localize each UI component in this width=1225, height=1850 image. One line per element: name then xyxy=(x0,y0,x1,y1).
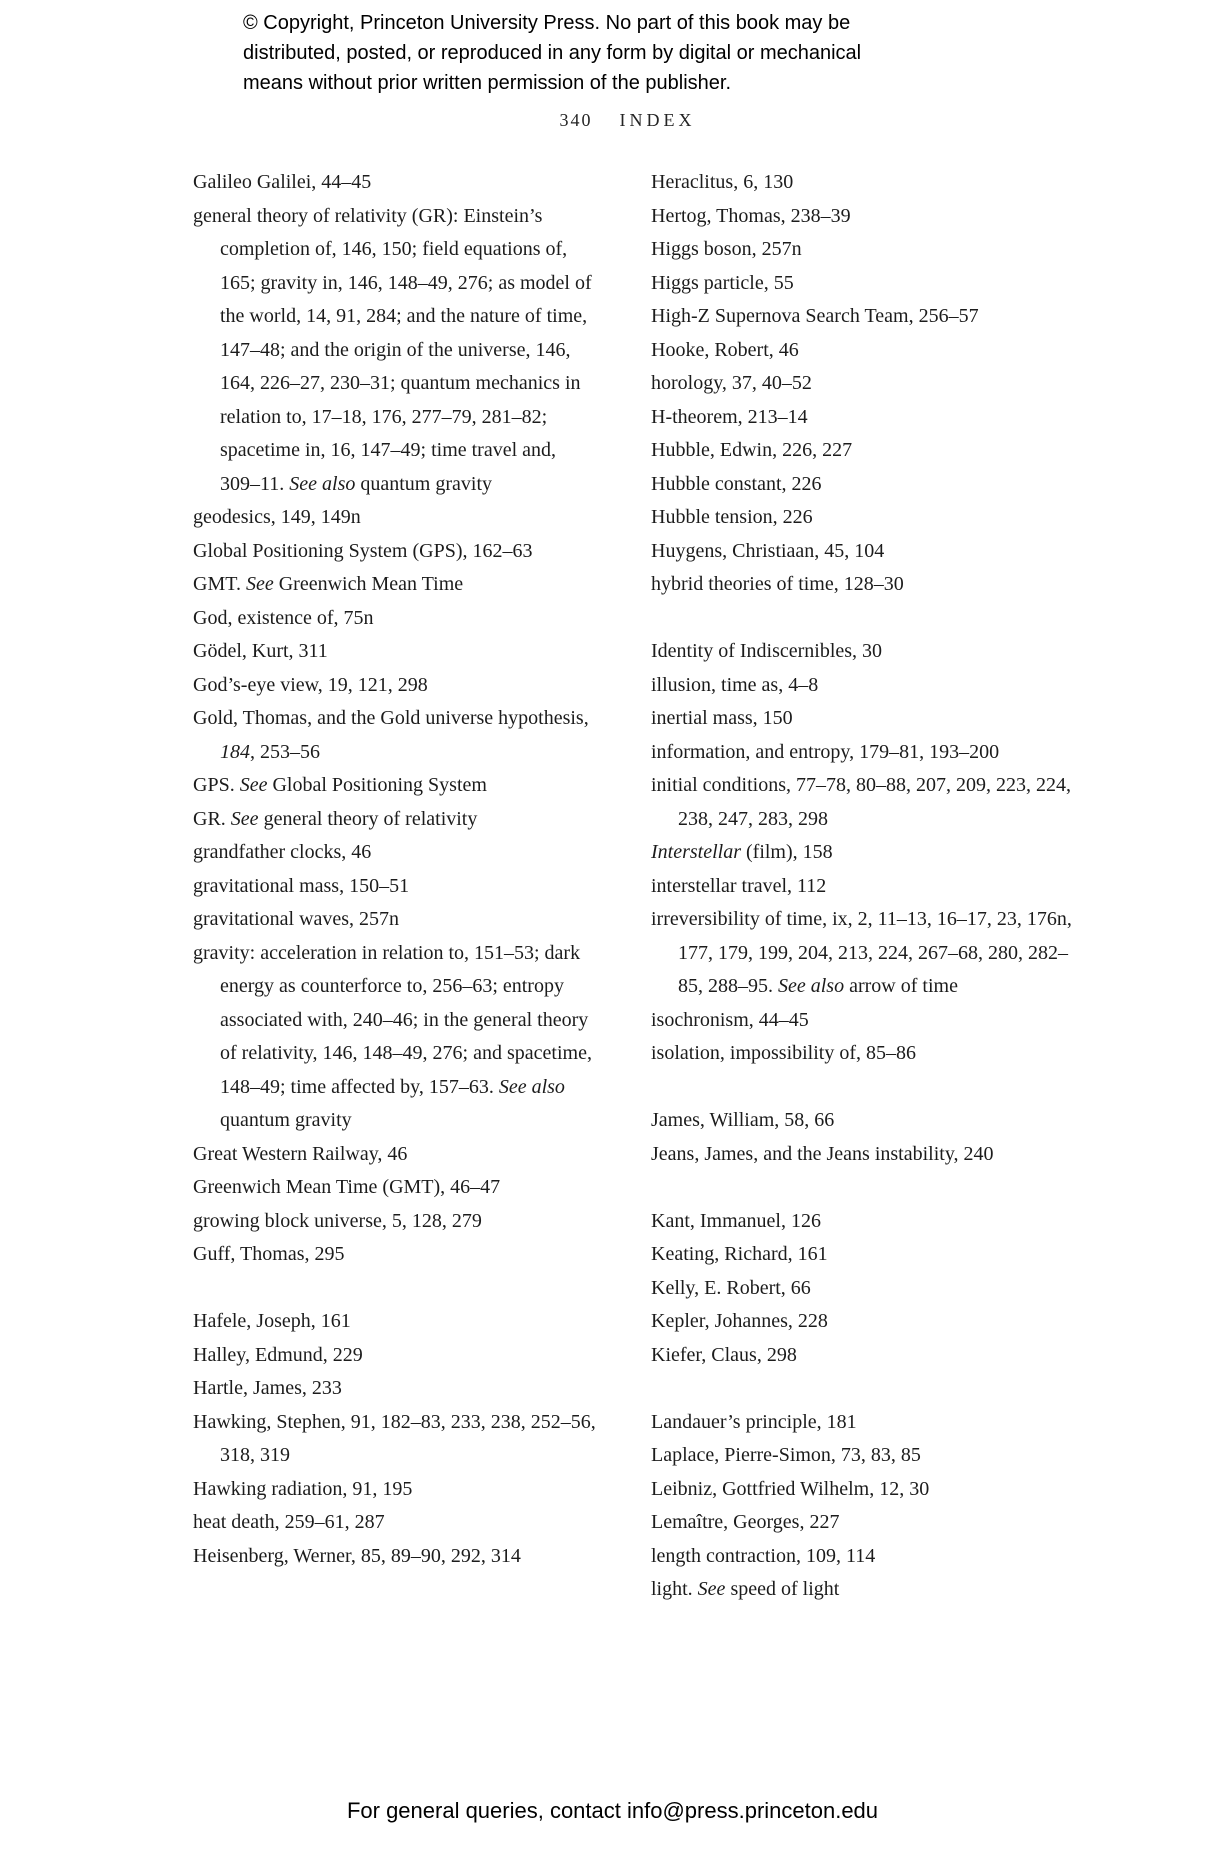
index-entry: Higgs particle, 55 xyxy=(651,271,794,294)
index-group xyxy=(193,166,599,1272)
index-entry: Hafele, Joseph, 161 xyxy=(193,1310,351,1332)
index-entry: isochronism, 44–45 xyxy=(651,1008,809,1031)
index-entry: Great Western Railway, 46 xyxy=(193,1142,408,1165)
index-entry: GR. See general theory of relativity xyxy=(193,807,478,830)
index-entry: Higgs boson, 257n xyxy=(651,238,802,260)
index-entry: Greenwich Mean Time (GMT), 46–47 xyxy=(193,1176,501,1198)
index-entry: Hartle, James, 233 xyxy=(193,1377,342,1399)
page-number: 340 xyxy=(559,110,593,130)
index-group xyxy=(651,166,1072,602)
index-entry: Laplace, Pierre-Simon, 73, 83, 85 xyxy=(651,1444,921,1466)
index-entry: light. See speed of light xyxy=(651,1578,840,1600)
index-entry: grandfather clocks, 46 xyxy=(193,841,372,863)
index-entry: Guff, Thomas, 295 xyxy=(193,1243,345,1265)
index-entry: Hawking radiation, 91, 195 xyxy=(193,1477,413,1500)
index-entry: God’s-eye view, 19, 121, 298 xyxy=(193,673,428,696)
copyright-line: distributed, posted, or reproduced in any form by digital or mechanical xyxy=(243,42,862,64)
running-head xyxy=(193,110,1062,131)
index-entry: general theory of relativity (GR): Einstein’s completion of, 146, 150; field equations of, 165; gravity in, 146, 148–49, 276; as model of the world, 14, 91, 284; and the nature of time, 147–48; and the origin of the universe, 146, 164, 226–27, 230–31; quantum mechanics in relation to, 17–18, 176, 277–79, 281–82; spacetime in, 16, 147–49; time travel and, 309–11. See also quantum gravity xyxy=(193,204,592,495)
index-entry: isolation, impossibility of, 85–86 xyxy=(651,1042,917,1064)
index-entry: illusion, time as, 4–8 xyxy=(651,673,819,696)
copyright-notice xyxy=(243,8,861,98)
index-group xyxy=(651,1406,1072,1607)
index-entry: Galileo Galilei, 44–45 xyxy=(193,171,372,193)
index-entry: Jeans, James, and the Jeans instability, 240 xyxy=(651,1142,994,1165)
index-group xyxy=(651,1205,1072,1373)
index-entry: Interstellar (film), 158 xyxy=(651,841,833,863)
index-entry: gravity: acceleration in relation to, 151–53; dark energy as counterforce to, 256–63; entropy associated with, 240–46; in the general theory of relativity, 146, 148–49, 276; and spacetime, 148–49; time affected by, 157–63. See also quantum gravity xyxy=(193,941,592,1131)
index-entry: God, existence of, 75n xyxy=(193,606,374,629)
index-entry: interstellar travel, 112 xyxy=(651,874,827,897)
index-entry: Identity of Indiscernibles, 30 xyxy=(651,640,883,662)
index-entry: Gold, Thomas, and the Gold universe hypothesis, 184, 253–56 xyxy=(193,707,589,763)
index-entry: Leibniz, Gottfried Wilhelm, 12, 30 xyxy=(651,1477,930,1500)
index-entry: Hooke, Robert, 46 xyxy=(651,338,799,361)
index-entry: hybrid theories of time, 128–30 xyxy=(651,573,904,595)
index-entry: Heraclitus, 6, 130 xyxy=(651,171,794,193)
index-entry: length contraction, 109, 114 xyxy=(651,1544,876,1567)
index-group xyxy=(651,1104,1072,1171)
index-entry: James, William, 58, 66 xyxy=(651,1109,835,1131)
index-entry: Keating, Richard, 161 xyxy=(651,1243,828,1265)
index-columns xyxy=(193,166,1072,1607)
index-entry: irreversibility of time, ix, 2, 11–13, 16–17, 23, 176n, 177, 179, 199, 204, 213, 224, 267–68, 280, 282–85, 288–95. See also arrow of time xyxy=(651,908,1072,997)
index-entry: Hawking, Stephen, 91, 182–83, 233, 238, 252–56, 318, 319 xyxy=(193,1410,596,1466)
copyright-line: means without prior written permission of the publisher. xyxy=(243,72,732,94)
index-entry: Hubble tension, 226 xyxy=(651,506,813,528)
footer-text: For general queries, contact info@press.princeton.edu xyxy=(346,1798,879,1823)
index-entry: Kepler, Johannes, 228 xyxy=(651,1310,828,1332)
index-entry: High-Z Supernova Search Team, 256–57 xyxy=(651,305,979,327)
footer xyxy=(0,1798,1225,1824)
index-entry: GPS. See Global Positioning System xyxy=(193,774,487,796)
index-entry: growing block universe, 5, 128, 279 xyxy=(193,1209,482,1232)
index-entry: Heisenberg, Werner, 85, 89–90, 292, 314 xyxy=(193,1544,521,1567)
index-entry: GMT. See Greenwich Mean Time xyxy=(193,573,464,595)
index-entry: heat death, 259–61, 287 xyxy=(193,1511,385,1533)
index-group xyxy=(651,635,1072,1071)
index-entry: horology, 37, 40–52 xyxy=(651,372,812,394)
copyright-line: © Copyright, Princeton University Press. No part of this book may be xyxy=(243,12,851,34)
index-entry: Gödel, Kurt, 311 xyxy=(193,640,328,662)
index-entry: initial conditions, 77–78, 80–88, 207, 209, 223, 224, 238, 247, 283, 298 xyxy=(651,774,1071,830)
index-group xyxy=(193,1305,599,1573)
index-title: INDEX xyxy=(619,110,696,130)
index-entry: Hubble, Edwin, 226, 227 xyxy=(651,439,853,461)
index-entry: Kelly, E. Robert, 66 xyxy=(651,1276,811,1299)
index-entry: Landauer’s principle, 181 xyxy=(651,1410,857,1433)
index-left-column xyxy=(193,166,599,1607)
index-entry: geodesics, 149, 149n xyxy=(193,506,361,528)
index-entry: H-theorem, 213–14 xyxy=(651,405,808,428)
index-right-column xyxy=(651,166,1072,1607)
index-entry: inertial mass, 150 xyxy=(651,707,793,729)
index-entry: gravitational mass, 150–51 xyxy=(193,874,410,897)
index-entry: Lemaître, Georges, 227 xyxy=(651,1511,840,1533)
index-entry: Kiefer, Claus, 298 xyxy=(651,1343,797,1366)
index-entry: Halley, Edmund, 229 xyxy=(193,1343,363,1366)
index-entry: gravitational waves, 257n xyxy=(193,908,400,930)
index-entry: Huygens, Christiaan, 45, 104 xyxy=(651,539,885,562)
index-entry: Hubble constant, 226 xyxy=(651,472,822,495)
index-entry: Global Positioning System (GPS), 162–63 xyxy=(193,539,533,562)
index-entry: Kant, Immanuel, 126 xyxy=(651,1209,821,1232)
index-entry: Hertog, Thomas, 238–39 xyxy=(651,204,851,227)
index-entry: information, and entropy, 179–81, 193–200 xyxy=(651,740,1000,763)
